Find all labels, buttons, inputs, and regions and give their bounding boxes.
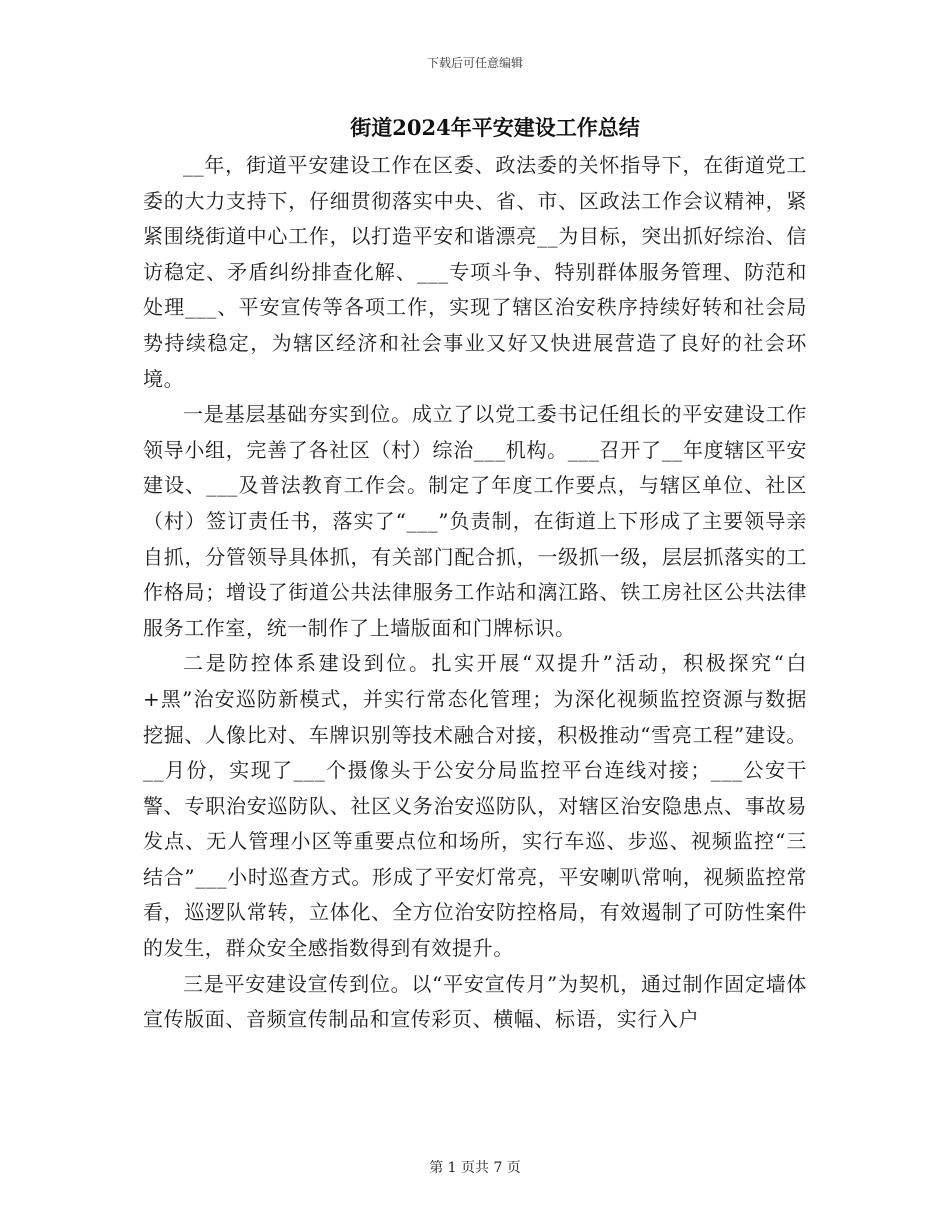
header-note: 下载后可任意编辑: [426, 56, 523, 70]
paragraph-grassroots: 一是基层基础夯实到位。成立了以党工委书记任组长的平安建设工作领导小组，完善了各社区（村）综治___机构。___召开了__年度辖区平安建设、___及普法教育工作会。制定了年度工作要点，与辖区单位、社区（村）签订责任书，落实了“___”负责制，在街道上下形成了主要领导亲自抓，分管领导具体抓，有关部门配合抓，一级抓一级，层层抓落实的工作格局；增设了街道公共法律服务工作站和漓江路、铁工房社区公共法律服务工作室，统一制作了上墙版面和门牌标识。: [143, 402, 807, 640]
paragraph-publicity: 三是平安建设宣传到位。以“平安宣传月”为契机，通过制作固定墙体宣传版面、音频宣传制品和宣传彩页、横幅、标语，实行入户: [143, 971, 807, 1032]
paragraph-intro: __年，街道平安建设工作在区委、政法委的关怀指导下，在街道党工委的大力支持下，仔细贯彻落实中央、省、市、区政法工作会议精神，紧紧围绕街道中心工作，以打造平安和谐漂亮__为目标，突出抓好综治、信访稳定、矛盾纠纷排查化解、___专项斗争、特别群体服务管理、防范和处理___、平安宣传等各项工作，实现了辖区治安秩序持续好转和社会局势持续稳定，为辖区经济和社会事业又好又快进展营造了良好的社会环境。: [143, 153, 807, 391]
page-footer: 第 1 页共 7 页: [429, 1160, 521, 1176]
document-title: 街道2024年平安建设工作总结: [350, 115, 640, 140]
document-body: [143, 148, 807, 1038]
paragraph-prevention: 二是防控体系建设到位。扎实开展“双提升”活动，积极探究“白+黑”治安巡防新模式，并实行常态化管理；为深化视频监控资源与数据挖掘、人像比对、车牌识别等技术融合对接，积极推动“雪亮工程”建设。__月份，实现了___个摄像头于公安分局监控平台连线对接；___公安干警、专职治安巡防队、社区义务治安巡防队，对辖区治安隐患点、事故易发点、无人管理小区等重要点位和场所，实行车巡、步巡、视频监控“三结合”___小时巡查方式。形成了平安灯常亮，平安喇叭常响，视频监控常看，巡逻队常转，立体化、全方位治安防控格局，有效遏制了可防性案件的发生，群众安全感指数得到有效提升。: [143, 651, 807, 961]
